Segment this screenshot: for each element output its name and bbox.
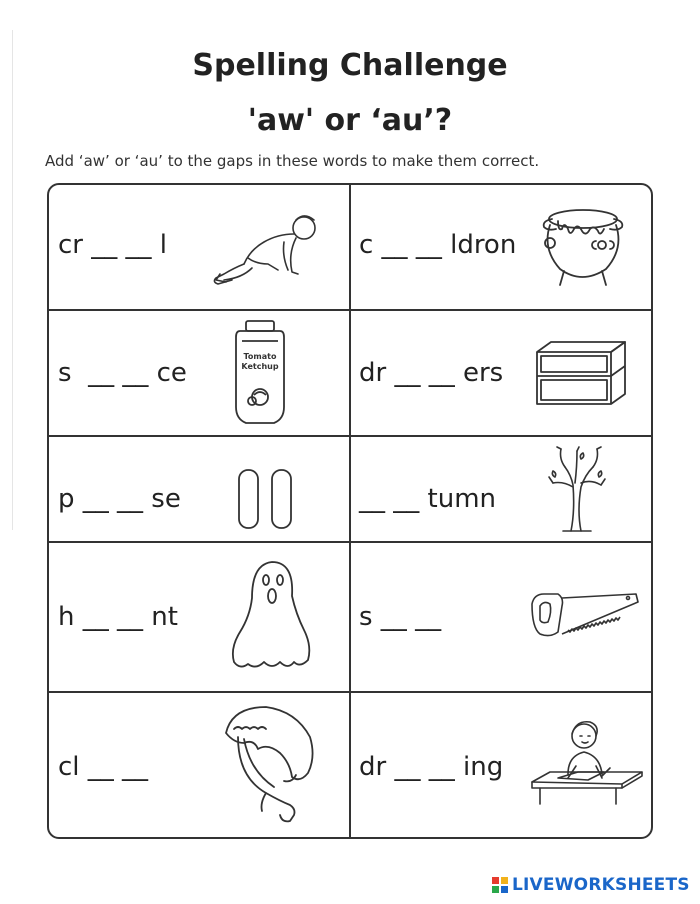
- word-cauldron[interactable]: c __ __ ldron: [359, 230, 517, 260]
- ketchup-label-line1: Tomato: [243, 352, 277, 361]
- word-haunt[interactable]: h __ __ nt: [58, 602, 178, 632]
- word-autumn[interactable]: __ __ tumn: [359, 484, 497, 514]
- bare-tree-icon: [545, 443, 609, 533]
- word-drawing[interactable]: dr __ __ ing: [359, 752, 504, 782]
- claw-icon: [218, 703, 318, 825]
- child-drawing-icon: [528, 716, 644, 808]
- word-sauce[interactable]: s __ __ ce: [58, 358, 187, 388]
- watermark-text: LIVEWORKSHEETS: [512, 875, 690, 895]
- saw-icon: [528, 590, 640, 638]
- grid-divider-vertical: [349, 184, 351, 838]
- word-saw[interactable]: s __ __: [359, 602, 442, 632]
- page-subtitle: 'aw' or ‘au’?: [247, 103, 453, 138]
- grid-divider-row-2: [48, 435, 652, 437]
- page-title: Spelling Challenge: [192, 48, 508, 83]
- word-pause[interactable]: p __ __ se: [58, 484, 181, 514]
- cauldron-icon: [538, 203, 628, 291]
- grid-divider-row-1: [48, 309, 652, 311]
- chest-of-drawers-icon: [533, 338, 629, 408]
- pause-icon: [236, 468, 296, 530]
- crawling-child-icon: [212, 208, 324, 288]
- grid-divider-row-4: [48, 691, 652, 693]
- word-claw[interactable]: cl __ __: [58, 752, 149, 782]
- instructions: Add ‘aw’ or ‘au’ to the gaps in these words to make them correct.: [45, 152, 540, 170]
- word-crawl[interactable]: cr __ __ l: [58, 230, 168, 260]
- ketchup-label-line2: Ketchup: [241, 362, 279, 371]
- word-drawers[interactable]: dr __ __ ers: [359, 358, 504, 388]
- liveworksheets-logo-icon: [492, 877, 508, 893]
- grid-divider-row-3: [48, 541, 652, 543]
- liveworksheets-logo: [492, 875, 690, 895]
- ghost-icon: [222, 558, 312, 676]
- ketchup-bottle-icon: [232, 319, 288, 427]
